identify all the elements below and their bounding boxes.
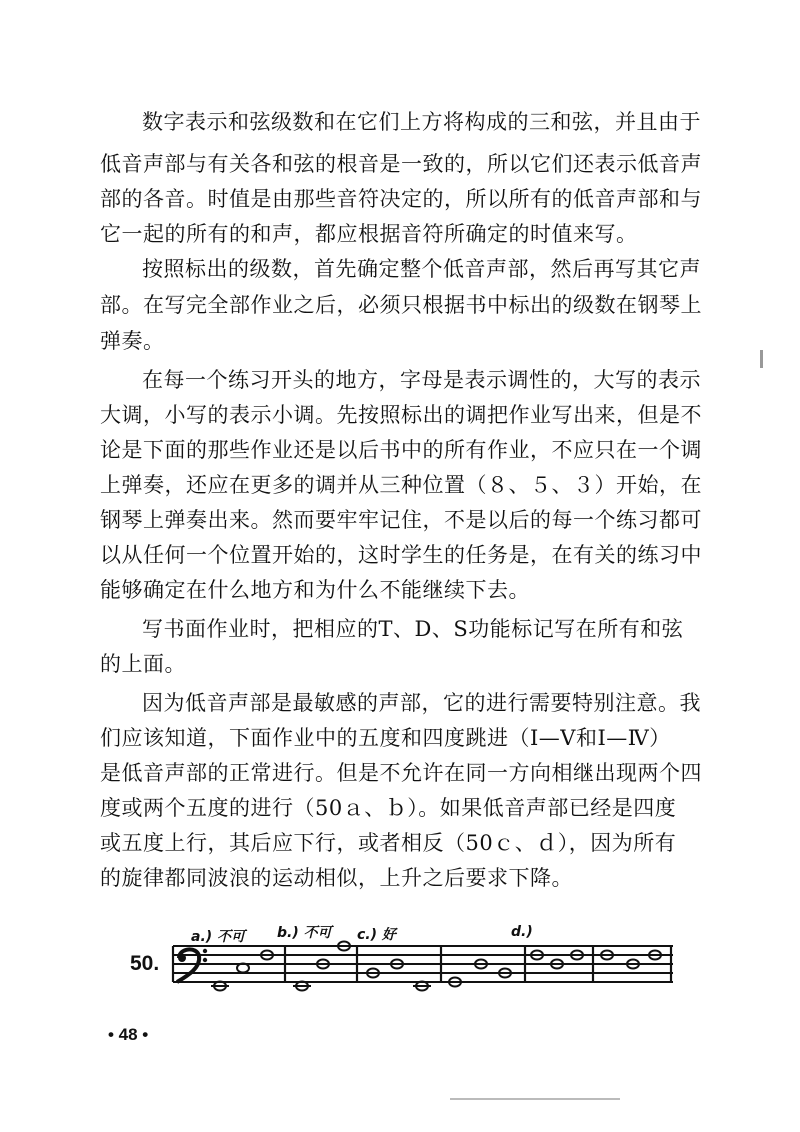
music-example [125,918,685,998]
text-line: 能够确定在什么地方和为什么不能继续下去。 [100,578,530,602]
text-line: 上弹奏，还应在更多的调并从三种位置（８、５、３）开始，在 [100,473,702,497]
text-line: 在每一个练习开头的地方，字母是表示调性的，大写的表示 [142,368,701,392]
music-staff [125,918,685,998]
notes-f [601,951,661,969]
example-label-a: a.) 不可 [191,929,246,945]
text-line: 部的各音。时值是由那些音符决定的，所以所有的低音声部和与 [100,187,702,211]
text-line: 弹奏。 [100,329,165,353]
notes-b [293,942,353,991]
example-label-b: b.) 不可 [277,925,332,941]
page-number: • 48 • [108,1025,149,1044]
text-line: 按照标出的级数，首先确定整个低音声部，然后再写其它声 [142,257,701,281]
text-line: 写书面作业时，把相应的T、D、S功能标记写在所有和弦 [142,617,684,641]
text-line: 的上面。 [100,652,186,676]
text-line: 数字表示和弦级数和在它们上方将构成的三和弦，并且由于 [142,110,701,134]
text-line: 的旋律都同波浪的运动相似，上升之后要求下降。 [100,866,573,890]
text-line: 度或两个五度的进行（50ａ、ｂ）。如果低音声部已经是四度 [100,796,677,820]
text-line: 钢琴上弹奏出来。然而要牢牢记住，不是以后的每一个练习都可 [100,508,702,532]
scan-artifact [450,1098,620,1100]
text-line: 是低音声部的正常进行。但是不允许在同一方向相继出现两个四 [100,761,702,785]
text-line: 们应该知道，下面作业中的五度和四度跳进（Ⅰ—Ⅴ和Ⅰ—Ⅳ） [100,726,671,750]
text-line: 部。在写完全部作业之后，必须只根据书中标出的级数在钢琴上 [100,293,702,317]
staff-lines [173,946,673,982]
text-line: 以从任何一个位置开始的，这时学生的任务是，在有关的练习中 [100,543,702,567]
example-label-d: d.) [511,924,533,940]
text-line: 低音声部与有关各和弦的根音是一致的，所以它们还表示低音声 [100,152,702,176]
text-line: 因为低音声部是最敏感的声部，它的进行需要特别注意。我 [142,691,701,715]
notes-a [211,951,273,991]
scan-artifact [760,350,763,368]
text-line: 或五度上行，其后应下行，或者相反（50ｃ、ｄ），因为所有 [100,831,677,855]
example-number: 50. [130,952,160,975]
bass-clef-icon [177,949,207,982]
example-label-c: c.) 好 [357,927,396,943]
notes-e [531,951,583,969]
text-line: 论是下面的那些作业还是以后书中的所有作业，不应只在一个调 [100,438,702,462]
text-line: 它一起的所有的和声，都应根据音符所确定的时值来写。 [100,222,638,246]
text-line: 大调，小写的表示小调。先按照标出的调把作业写出来，但是不 [100,403,702,427]
